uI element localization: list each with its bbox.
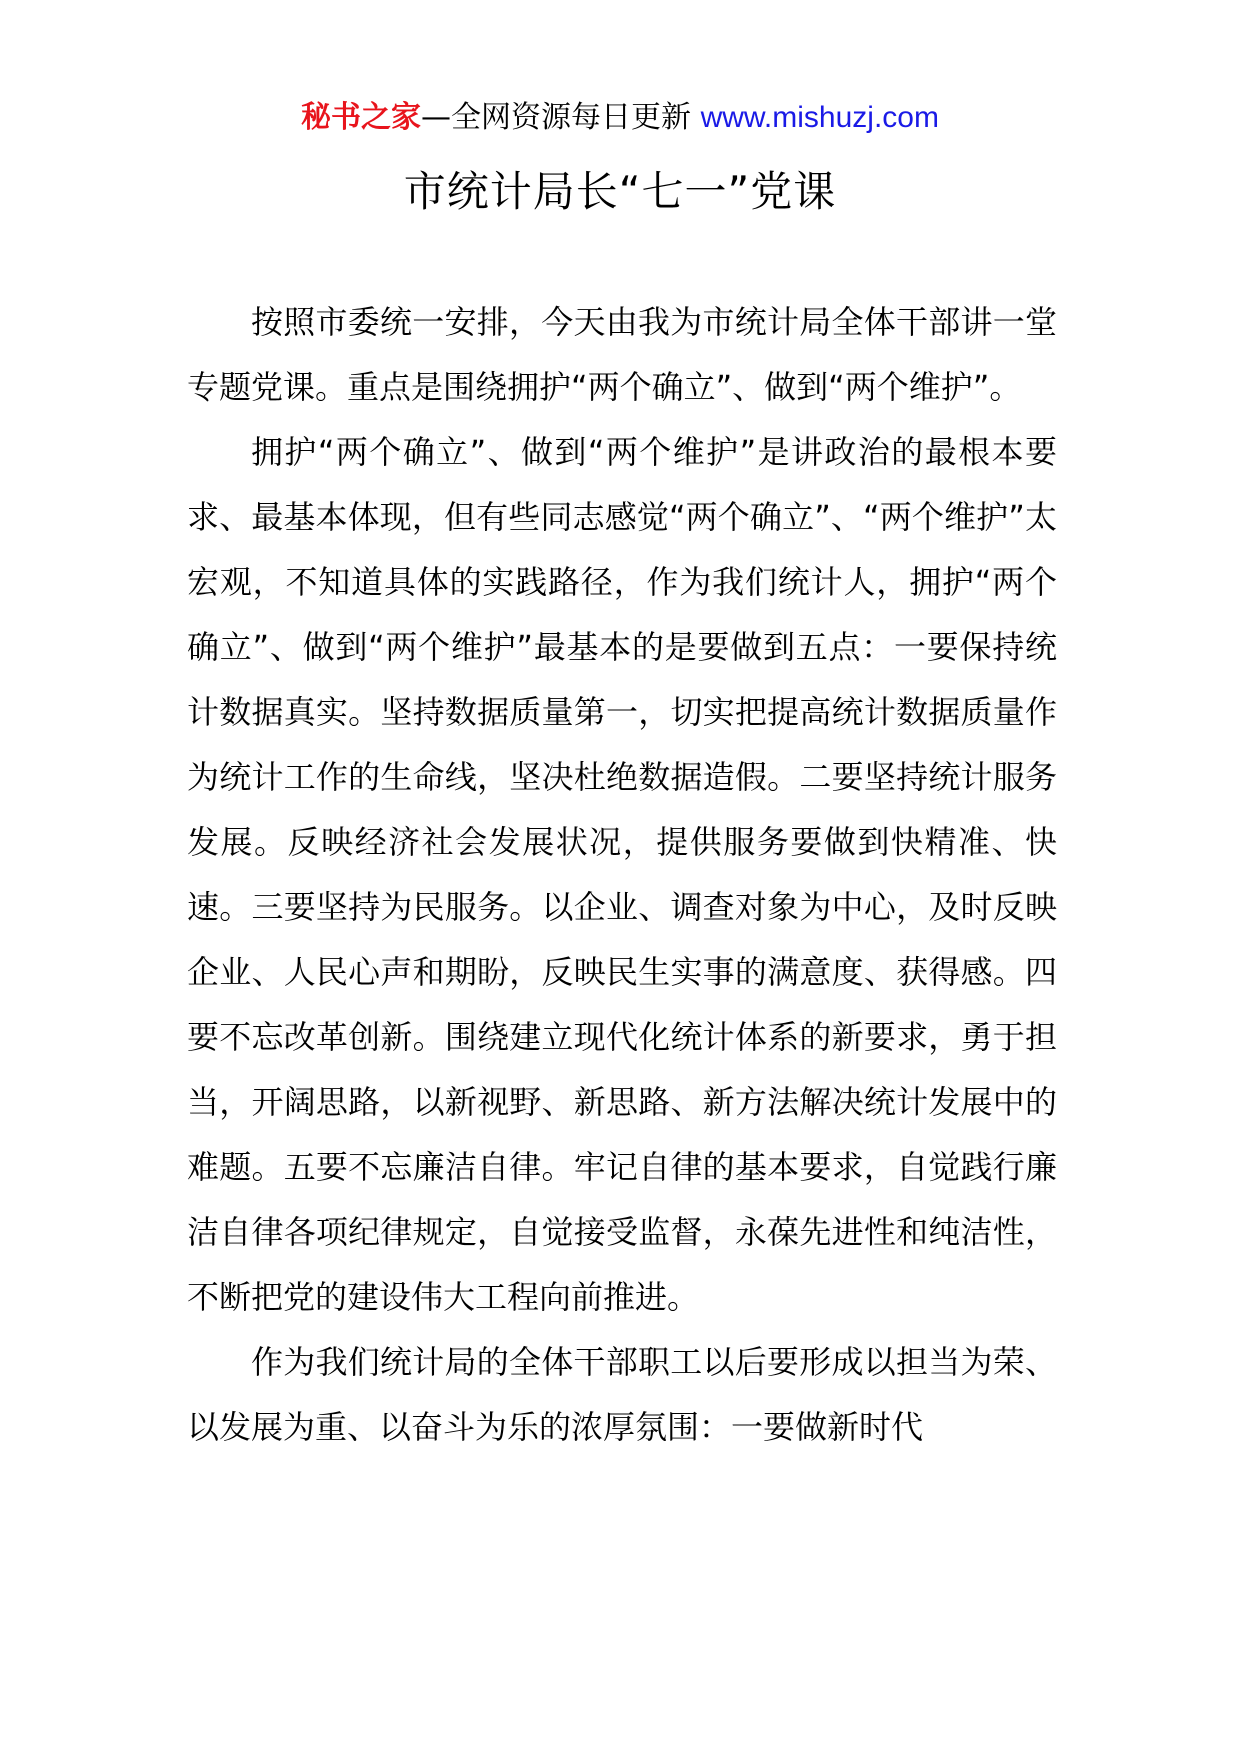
paragraph-five-points: 拥护“两个确立”、做到“两个维护”是讲政治的最根本要求、最基本体现，但有些同志感觉“两个确立”、“两个维护”太宏观，不知道具体的实践路径，作为我们统计人，拥护“两个确立”、做到“两个维护”最基本的是要做到五点：一要保持统计数据真实。坚持数据质量第一，切实把提高统计数据质量作为统计工作的生命线，坚决杜绝数据造假。二要坚持统计服务发展。反映经济社会发展状况，提供服务要做到快精准、快速。三要坚持为民服务。以企业、调查对象为中心，及时反映企业、人民心声和期盼，反映民生实事的满意度、获得感。四要不忘改革创新。围绕建立现代化统计体系的新要求，勇于担当，开阔思路，以新视野、新思路、新方法解决统计发展中的难题。五要不忘廉洁自律。牢记自律的基本要求，自觉践行廉洁自律各项纪律规定，自觉接受监督，永葆先进性和纯洁性，不断把党的建设伟大工程向前推进。: [187, 433, 1057, 1316]
paragraph-atmosphere: 作为我们统计局的全体干部职工以后要形成以担当为荣、以发展为重、以奋斗为乐的浓厚氛围：一要做新时代: [187, 1343, 1057, 1446]
site-header: [0, 96, 1240, 140]
document-title: 市统计局长“七一”党课: [403, 167, 837, 216]
document-body: [187, 290, 1057, 1460]
site-tagline: —全网资源每日更新: [421, 100, 701, 135]
site-url-link[interactable]: www.mishuzj.com: [700, 101, 939, 134]
brand-name: 秘书之家: [301, 100, 422, 135]
paragraph-intro: 按照市委统一安排，今天由我为市统计局全体干部讲一堂专题党课。重点是围绕拥护“两个确立”、做到“两个维护”。: [187, 303, 1057, 406]
